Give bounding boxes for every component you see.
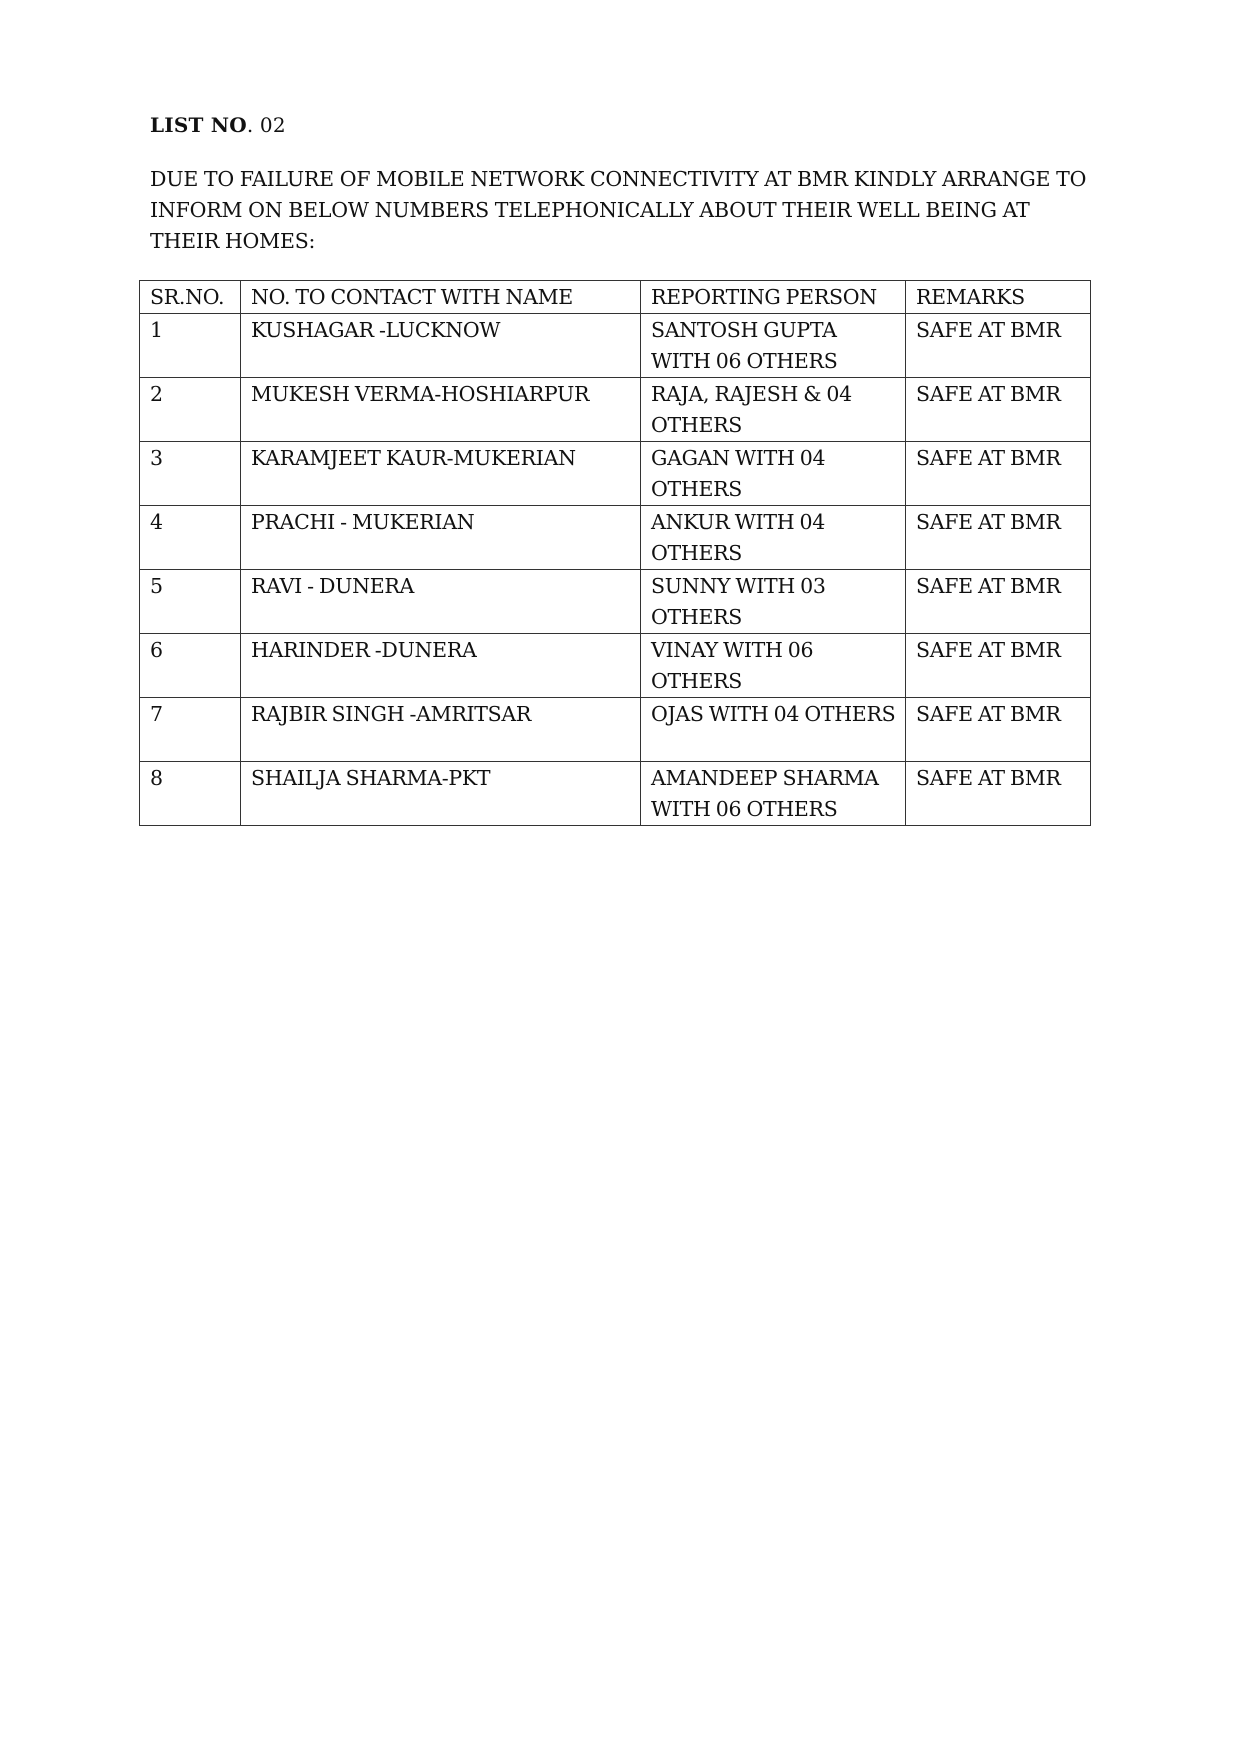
cell-reporting-person: VINAY WITH 06 OTHERS	[641, 634, 906, 698]
contacts-table	[139, 280, 1091, 826]
cell-remarks: SAFE AT BMR	[906, 698, 1091, 762]
table-row	[140, 698, 1091, 762]
list-label: LIST NO	[150, 113, 247, 137]
cell-remarks: SAFE AT BMR	[906, 378, 1091, 442]
cell-reporting-person: SUNNY WITH 03 OTHERS	[641, 570, 906, 634]
cell-contact: SHAILJA SHARMA-PKT	[241, 762, 641, 826]
list-number: . 02	[246, 113, 286, 137]
cell-contact: MUKESH VERMA-HOSHIARPUR	[241, 378, 641, 442]
list-title	[150, 112, 286, 138]
cell-reporting-person: AMANDEEP SHARMA WITH 06 OTHERS	[641, 762, 906, 826]
cell-contact: HARINDER -DUNERA	[241, 634, 641, 698]
table-row	[140, 314, 1091, 378]
cell-sr-no: 4	[140, 506, 241, 570]
cell-sr-no: 8	[140, 762, 241, 826]
table-row	[140, 378, 1091, 442]
table-row	[140, 506, 1091, 570]
cell-remarks: SAFE AT BMR	[906, 762, 1091, 826]
header-contact: NO. TO CONTACT WITH NAME	[241, 281, 641, 314]
table-row	[140, 762, 1091, 826]
cell-remarks: SAFE AT BMR	[906, 506, 1091, 570]
header-sr-no: SR.NO.	[140, 281, 241, 314]
cell-remarks: SAFE AT BMR	[906, 314, 1091, 378]
cell-sr-no: 5	[140, 570, 241, 634]
cell-reporting-person: RAJA, RAJESH & 04 OTHERS	[641, 378, 906, 442]
table-header-row	[140, 281, 1091, 314]
header-reporting-person: REPORTING PERSON	[641, 281, 906, 314]
cell-reporting-person: ANKUR WITH 04 OTHERS	[641, 506, 906, 570]
cell-sr-no: 2	[140, 378, 241, 442]
table-row	[140, 570, 1091, 634]
cell-sr-no: 7	[140, 698, 241, 762]
table-row	[140, 442, 1091, 506]
cell-remarks: SAFE AT BMR	[906, 570, 1091, 634]
cell-sr-no: 3	[140, 442, 241, 506]
cell-sr-no: 1	[140, 314, 241, 378]
cell-contact: PRACHI - MUKERIAN	[241, 506, 641, 570]
cell-remarks: SAFE AT BMR	[906, 442, 1091, 506]
cell-reporting-person: SANTOSH GUPTA WITH 06 OTHERS	[641, 314, 906, 378]
cell-contact: RAJBIR SINGH -AMRITSAR	[241, 698, 641, 762]
cell-remarks: SAFE AT BMR	[906, 634, 1091, 698]
table-row	[140, 634, 1091, 698]
cell-reporting-person: GAGAN WITH 04 OTHERS	[641, 442, 906, 506]
cell-sr-no: 6	[140, 634, 241, 698]
intro-paragraph: DUE TO FAILURE OF MOBILE NETWORK CONNECTIVITY AT BMR KINDLY ARRANGE TO INFORM ON BELOW NUMBERS TELEPHONICALLY ABOUT THEIR WELL BEING AT THEIR HOMES:	[150, 167, 1087, 253]
cell-contact: KUSHAGAR -LUCKNOW	[241, 314, 641, 378]
header-remarks: REMARKS	[906, 281, 1091, 314]
cell-contact: RAVI - DUNERA	[241, 570, 641, 634]
cell-reporting-person: OJAS WITH 04 OTHERS	[641, 698, 906, 762]
cell-contact: KARAMJEET KAUR-MUKERIAN	[241, 442, 641, 506]
